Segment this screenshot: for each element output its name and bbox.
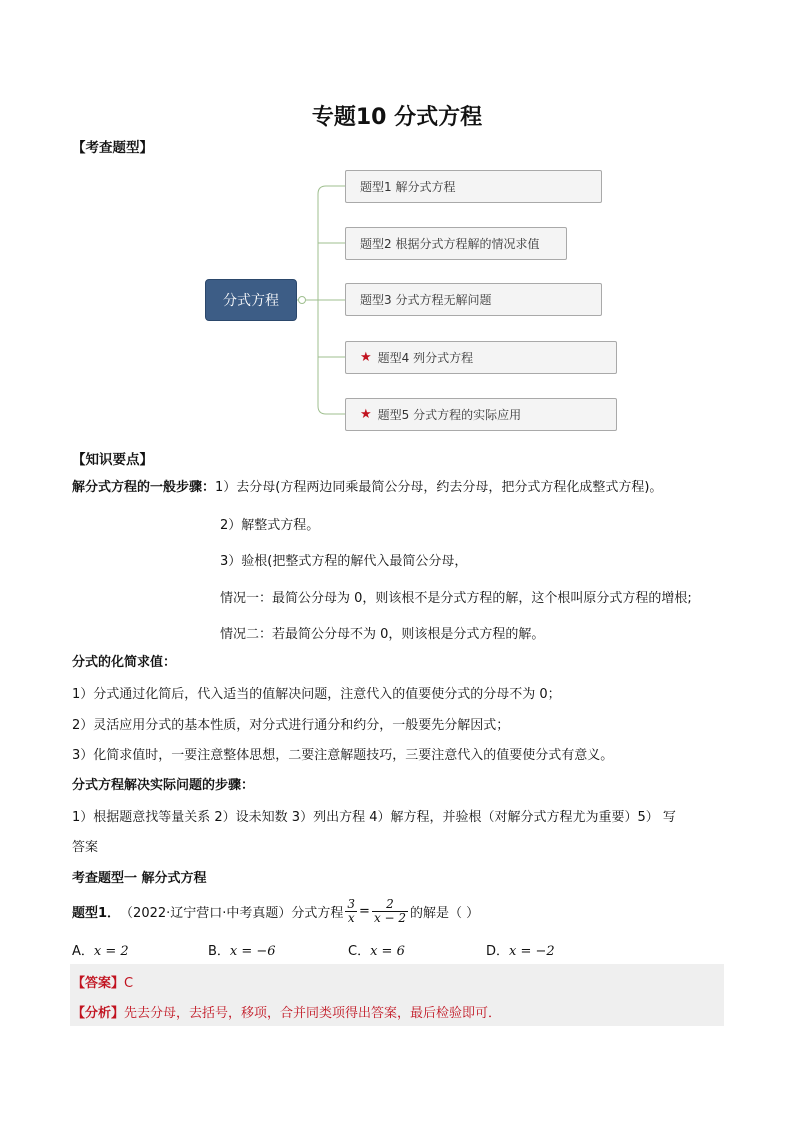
mindmap-node-3	[345, 283, 602, 316]
step-3: 3）验根(把整式方程的解代入最简公分母，	[220, 554, 468, 569]
section-exam-types: 【考查题型】	[72, 140, 153, 156]
practical-heading: 分式方程解决实际问题的步骤：	[72, 778, 255, 793]
fraction-right	[372, 898, 408, 925]
simplify-item-2: 2）灵活应用分式的基本性质，对分式进行通分和约分，一般要先分解因式；	[72, 718, 510, 733]
analysis-label: 【分析】	[72, 1006, 125, 1021]
option-expr: x = −6	[229, 944, 276, 959]
mindmap-node-label: 题型5 分式方程的实际应用	[377, 408, 522, 422]
option-c	[348, 940, 405, 959]
fraction-left	[345, 898, 357, 925]
mindmap-node-label: 题型2 根据分式方程解的情况求值	[360, 237, 540, 251]
option-expr: x = 2	[93, 944, 129, 959]
section-knowledge: 【知识要点】	[72, 452, 153, 468]
question-label: 题型1．	[72, 906, 121, 921]
option-label: A．	[72, 944, 94, 959]
option-label: B．	[208, 944, 230, 959]
option-expr: x = −2	[509, 944, 555, 959]
mindmap-node-label: 题型1 解分式方程	[360, 180, 456, 194]
question-1	[72, 898, 479, 925]
mindmap-connectors	[0, 0, 794, 440]
option-expr: x = 6	[370, 944, 405, 959]
step-3-case-1: 情况一：最简公分母为 0，则该根不是分式方程的解，这个根叫原分式方程的增根;	[220, 591, 692, 606]
steps-heading: 解分式方程的一般步骤：	[72, 480, 216, 495]
simplify-item-1: 1）分式通过化简后，代入适当的值解决问题，注意代入的值要使分式的分母不为 0；	[72, 687, 561, 702]
answer-label: 【答案】	[72, 976, 125, 991]
option-label: D．	[486, 944, 510, 959]
page-title: 专题10 分式方程	[311, 105, 483, 130]
mindmap-node-5	[345, 398, 617, 431]
equals-sign: =	[359, 904, 370, 919]
star-icon: ★	[360, 407, 372, 422]
option-d	[486, 940, 555, 959]
answer-block	[70, 964, 724, 1026]
simplify-heading: 分式的化简求值：	[72, 655, 177, 670]
simplify-item-3: 3）化简求值时，一要注意整体思想，二要注意解题技巧，三要注意代入的值要使分式有意义。	[72, 748, 614, 763]
steps-line-1	[72, 476, 662, 495]
mindmap-node-label: 题型3 分式方程无解问题	[360, 293, 492, 307]
answer-line	[72, 972, 133, 991]
answer-value: C	[124, 976, 134, 991]
fraction-numerator: 2	[372, 898, 408, 912]
step-1: 1）去分母(方程两边同乘最简公分母，约去分母，把分式方程化成整式方程)。	[215, 480, 663, 495]
option-label: C．	[348, 944, 371, 959]
star-icon: ★	[360, 350, 372, 365]
analysis-line	[72, 1002, 501, 1021]
option-b	[208, 940, 276, 959]
fraction-numerator: 3	[347, 897, 356, 911]
option-a	[72, 940, 129, 959]
fraction-denominator: x	[347, 911, 355, 925]
fraction-denominator: x − 2	[373, 911, 407, 925]
practical-line-2: 答案	[72, 840, 99, 855]
step-2: 2）解整式方程。	[220, 518, 320, 533]
practical-line-1: 1）根据题意找等量关系 2）设未知数 3）列出方程 4）解方程，并验根（对解分式方程尤为重要）5） 写	[72, 810, 676, 825]
mindmap-node-4	[345, 341, 617, 374]
question-source: （2022·辽宁营口·中考真题）分式方程	[120, 906, 344, 921]
mindmap-node-label: 题型4 列分式方程	[377, 351, 474, 365]
mindmap-node-1	[345, 170, 602, 203]
step-3-case-2: 情况二：若最简公分母不为 0，则该根是分式方程的解。	[220, 627, 545, 642]
question-tail: 的解是（ ）	[410, 906, 480, 921]
mindmap-root: 分式方程	[205, 279, 297, 321]
mindmap-node-2	[345, 227, 567, 260]
analysis-text: 先去分母，去括号，移项，合并同类项得出答案，最后检验即可．	[124, 1006, 502, 1021]
type1-heading: 考查题型一 解分式方程	[72, 871, 207, 886]
